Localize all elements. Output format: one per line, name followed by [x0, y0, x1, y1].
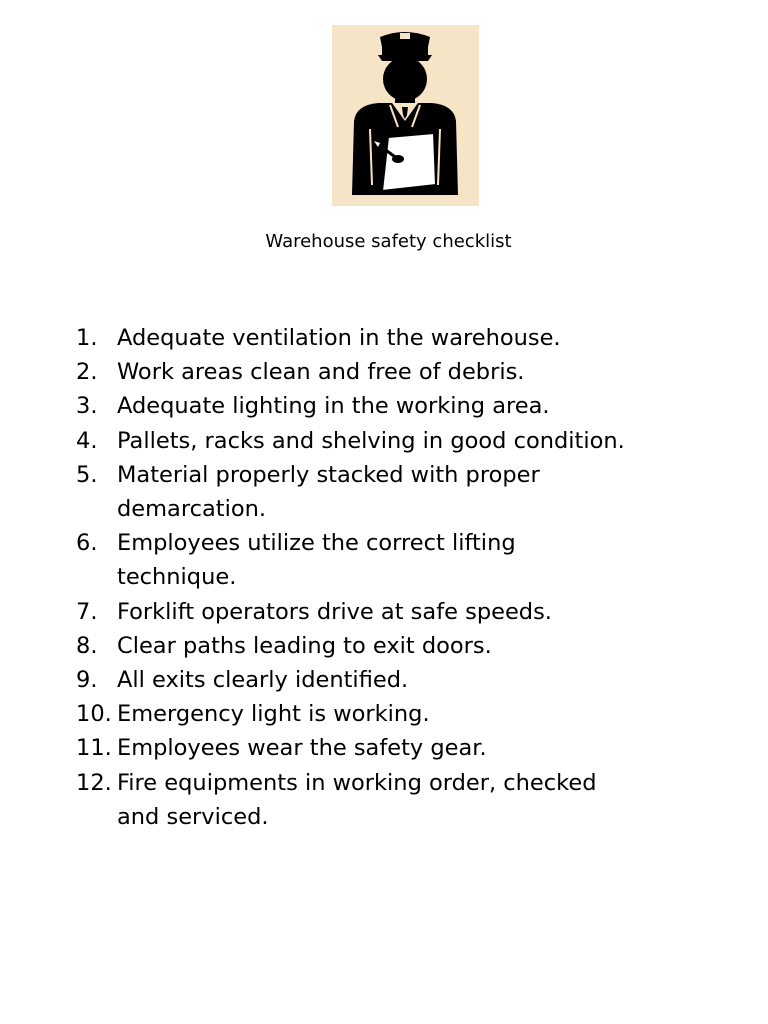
item-number: 5. [76, 461, 98, 488]
list-item [76, 731, 636, 765]
page-title: Warehouse safety checklist [265, 231, 512, 252]
item-text: Adequate lighting in the working area. [117, 393, 550, 420]
item-number: 10. [76, 701, 112, 728]
inspector-with-clipboard-icon [332, 25, 479, 206]
list-item [76, 424, 636, 458]
item-text: Adequate ventilation in the warehouse. [117, 325, 561, 351]
list-item [76, 766, 636, 834]
item-text: Material properly stacked with proper demarcation. [117, 461, 540, 523]
item-number: 6. [76, 530, 98, 557]
item-text: Forklift operators drive at safe speeds. [117, 598, 552, 625]
list-item [76, 458, 636, 526]
list-item [76, 526, 636, 594]
list-item [76, 663, 636, 697]
item-text: Work areas clean and free of debris. [117, 359, 525, 386]
list-item [76, 595, 636, 629]
list-item [76, 389, 636, 423]
item-number: 7. [76, 598, 98, 625]
item-number: 8. [76, 632, 98, 659]
list-item [76, 629, 636, 663]
item-number: 4. [76, 427, 98, 454]
item-text: Fire equipments in working order, checked and serviced. [117, 769, 597, 830]
item-text: Clear paths leading to exit doors. [117, 632, 492, 659]
safety-checklist [76, 321, 636, 834]
list-item [76, 321, 636, 355]
list-item [76, 697, 636, 731]
item-text: Emergency light is working. [117, 701, 430, 728]
item-text: Employees utilize the correct lifting technique. [117, 530, 516, 591]
item-number: 3. [76, 393, 98, 420]
item-text: Employees wear the safety gear. [117, 735, 487, 762]
list-item [76, 355, 636, 389]
item-text: Pallets, racks and shelving in good condition. [117, 427, 625, 454]
item-number: 9. [76, 667, 98, 694]
item-number: 11. [76, 735, 112, 762]
item-number: 1. [76, 325, 98, 351]
item-number: 12. [76, 769, 112, 796]
item-text: All exits clearly identified. [117, 667, 409, 694]
item-number: 2. [76, 359, 98, 386]
